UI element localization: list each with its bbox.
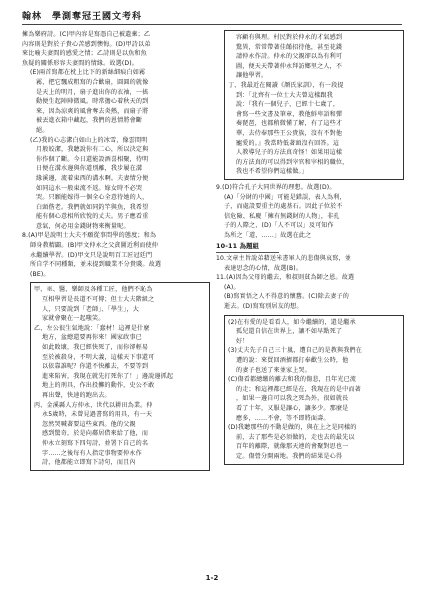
- page-header: [22, 6, 402, 25]
- text-line: 的妻子也送了來並家上哭。: [236, 366, 311, 374]
- text-line: (A)。: [224, 283, 240, 291]
- text-line: 如同這水一般東流不返。嫁女時不必哭: [36, 184, 143, 192]
- text-line: 日便在溝水邊與你道別離，我步履在溝: [36, 165, 143, 173]
- text-line: 地上的刑具，作出投擲的動作，史公不敢: [42, 382, 155, 390]
- text-line: (乙)我的心志潔白如山上的冰雪，像雲間明: [30, 136, 148, 144]
- text-line: 好！: [236, 337, 249, 345]
- text-line: (BE)。: [30, 270, 50, 278]
- text-line: 表達思念的心情，故選(B)。: [224, 264, 303, 272]
- text-line: 到：「北齊有一位士大夫曾這樣跟我: [236, 91, 333, 99]
- text-line: 子，而處設要重主的處基石。因此子位於不: [224, 203, 343, 211]
- text-line: (A)「分財的中國」可能是錯誤，表人為利，: [224, 193, 346, 201]
- text-line: 如此敗壞，我已經快死了，而你卻輕易: [42, 344, 149, 351]
- text-line: 忽然哭喊著要這些東西。他的父親: [42, 420, 136, 428]
- text-line: 至於被殺身，不明大義，這樣天下事還可: [42, 353, 155, 361]
- text-line: 應多，……不會，等不即將面壽。: [236, 414, 330, 422]
- text-line: (E)兩首寫都在枕上比下的新絲細痕白如霧: [30, 69, 146, 77]
- text-line: 逝去。(D)寫寫別居友的想。: [224, 303, 303, 311]
- text-line: 永5歲時，未曾見過書寫的用具，有一天: [42, 411, 153, 419]
- text-line: 信危險、私慶「擁有無錢財的人物」，非孔: [224, 212, 340, 220]
- text-line: 白頭偕老。我們就如同釣竿與魚，我希望: [36, 203, 149, 211]
- text-line: 圖，便天天帶著仲永拜訪鄉里之人，不: [236, 62, 343, 70]
- text-line: 永繼續學習。(D)甲文只是說明百工匠冠廷門: [30, 251, 153, 259]
- text-line: 內容則是對於子貴心苦感到懊悔。(D)甲詩以弟: [22, 40, 151, 48]
- text-line: 的方法真的可以得到宰官和宰相的職位，: [236, 158, 349, 166]
- text-line: 我也不希望你們這樣做。」: [236, 168, 308, 176]
- text-line: (3)丈夫先子自己三十嵐，遭自己的是教與我們在: [228, 347, 362, 355]
- text-line: 華，去侍奉那些王公貴族，沒有不對他: [236, 129, 343, 137]
- text-line: 請仲永作詩。仲永的父親卻以為有利可: [236, 53, 343, 61]
- text-line: 11.(A)因為父母的繼去，和叔則貧為師之恩。故選: [216, 274, 355, 282]
- text-line: 遭的說：來買回酒擠都打奉歡生公時，他: [236, 357, 349, 364]
- text-line: 為所之「道，……」故選在此之: [224, 231, 312, 239]
- text-line: 丙、金溪縣人方仲永，世代以耕田為業。仲: [34, 401, 153, 409]
- text-line: 9.(D)符合孔子大同世界的理想。故選(D)。: [216, 183, 336, 191]
- text-line: 人，只要說到「老師」、「學生」，大: [42, 305, 139, 313]
- text-line: 仲永立刻寫下四句詩，並署下自己的名: [42, 439, 149, 447]
- text-line: (B)寫實悟之人不得意的懷舊。(C)除去妻子的: [224, 293, 349, 301]
- text-line: 人教導兒子的方法真奇怪！如果用這樣: [236, 149, 343, 157]
- text-line: 詩，他都能立即寫下詩句，而且內: [42, 459, 136, 467]
- text-line: 孤兒還自信在世界上，讓不如早點死了: [236, 328, 343, 336]
- text-line: (2)在有愛的是看看人，如今繼續的，還是繼承: [228, 318, 356, 326]
- text-line: 百年的離際，就像那天連的會聚對思也一: [236, 443, 349, 451]
- section-heading: 10-11 為題組: [216, 242, 279, 253]
- text-line: 說：『我有一個兒子，已經十七歲了，: [236, 101, 340, 109]
- text-line: 字……之後每有人指定事物要仲永作: [42, 449, 142, 457]
- text-line: 來，因為涼爽的風會奪去炎熱，而扇子將: [36, 107, 149, 115]
- text-line: 奏琵琶，也都稍微懂了解，有了這些才: [236, 120, 343, 128]
- text-line: 前，去了那些是必須做的，走也去的最先以: [236, 433, 355, 441]
- text-line: ，如果一邊自可以我之死為外，很如就長: [236, 395, 349, 403]
- text-line: 擁為樂府詩。(C)甲內容是寫憑自己被遺棄；乙: [22, 31, 151, 38]
- text-line: 甲、巫、醫、樂師及各種工匠，他們不恥為: [34, 286, 153, 294]
- page-number: 1-2: [205, 574, 219, 582]
- text-line: 來比喻夫妻間的感愛之情；乙詩則是以魚和魚: [22, 50, 147, 58]
- text-line: (D)我聽那些的不動是做的，與在上之是同樣的: [228, 424, 357, 432]
- text-line: 10.文章主旨說弟藉送米書軍人的悲傷與哀寫，並: [216, 255, 352, 263]
- text-line: 魚疑的關係形容夫妻間的情緣。故選(D)。: [22, 59, 139, 67]
- text-line: 家就會聚在一起嗤笑。: [42, 315, 105, 323]
- text-line: 乙、左公很生氣地說：「蠢材！這裡是什麼: [34, 324, 150, 332]
- text-line: 讓他學習。: [236, 72, 268, 80]
- text-line: 的走；和這裡都已經是在，我現在的是中而著: [236, 385, 361, 393]
- text-line: 霧，把它飄成粗寫的合歡扇，圓圓的就像: [36, 78, 149, 86]
- right-column: [216, 30, 404, 570]
- text-line: 動便生起陣陣微風。時常擔心着秋天的到: [36, 98, 149, 106]
- text-line: 哭。只願能嫁得一個全心全意待她的人，: [36, 194, 149, 202]
- left-column: [22, 30, 210, 570]
- text-line: 你作個了斷。今日還能設酒喜相聚，待明: [36, 155, 149, 163]
- text-line: 月般皎潔，我聽說你有二心，所以決定與: [36, 146, 149, 154]
- text-line: 能有個心意相所欣悅的丈夫。男子應看重: [36, 213, 149, 221]
- text-line: 容顧有與理。村民對於仲永的才氣感到: [236, 34, 343, 41]
- translation-box: [30, 282, 210, 470]
- text-line: 被丟進衣箱中藏起，我們的恩情將會斷: [36, 117, 143, 125]
- text-line: 丁、我最近在閱讀《顏氏家訓》，有一段提: [228, 81, 344, 89]
- text-line: 絕。: [36, 126, 49, 134]
- text-line: 緣溪邊，流着東西的溝水啊。夫妻情分便: [36, 174, 149, 182]
- text-line: 互相學習是長道不可傳；但士大夫階級之: [42, 296, 155, 304]
- text-line: 再出聲，快速的跑出去。: [42, 391, 111, 399]
- text-line: 地方，盆總還要再你來！國家政事已: [42, 334, 142, 342]
- text-line: 子的人際之，(D)「人不可以」及可知作: [224, 222, 334, 230]
- text-line: 進來陷害，我現在就先打死你了！」邊說邊抓起: [42, 372, 174, 380]
- text-line: 是天上的明月，扇子進出你的衣袖，一搖: [36, 88, 149, 96]
- header-title: 學測奪冠王國文考科: [52, 11, 143, 22]
- publisher-tag: 翰林: [22, 11, 43, 22]
- text-line: 以依靠誰呢？你還不快離去，不要等到: [42, 363, 149, 371]
- text-line: (C)傷看都總繳的離去和我的傷悲，且年光已流: [228, 376, 357, 384]
- text-line: 師身教精闢。(B)甲文仲永之父貪圖近利而使仲: [30, 242, 159, 250]
- translation-box: [224, 315, 404, 465]
- text-line: 感到驚奇，於是向鄰居借來給了他，而: [42, 430, 149, 438]
- text-line: 所自学不同種類，並未提到職業不分貴賤。故選: [30, 261, 162, 269]
- translation-box: [224, 30, 404, 180]
- text-line: 驚異，常常帶著佳餚招待他，甚至花錢: [236, 43, 343, 51]
- text-line: 看了十年，又服是讓心，讓多少。那麼是: [236, 404, 349, 412]
- text-line: 會寫一些文書及筆章，教他鮮卑語和彈: [236, 110, 343, 118]
- text-line: 8.(A)甲是說明士大夫不願從事問學的態度；和為: [22, 232, 157, 240]
- text-line: 寵愛的。』我當時低著頭沒有回答。這: [236, 139, 340, 147]
- text-line: 定。傷營分開兩地。我們的結果是心得: [236, 452, 343, 460]
- text-line: 意氣，何必用金錢財物來衡量呢。: [36, 222, 130, 230]
